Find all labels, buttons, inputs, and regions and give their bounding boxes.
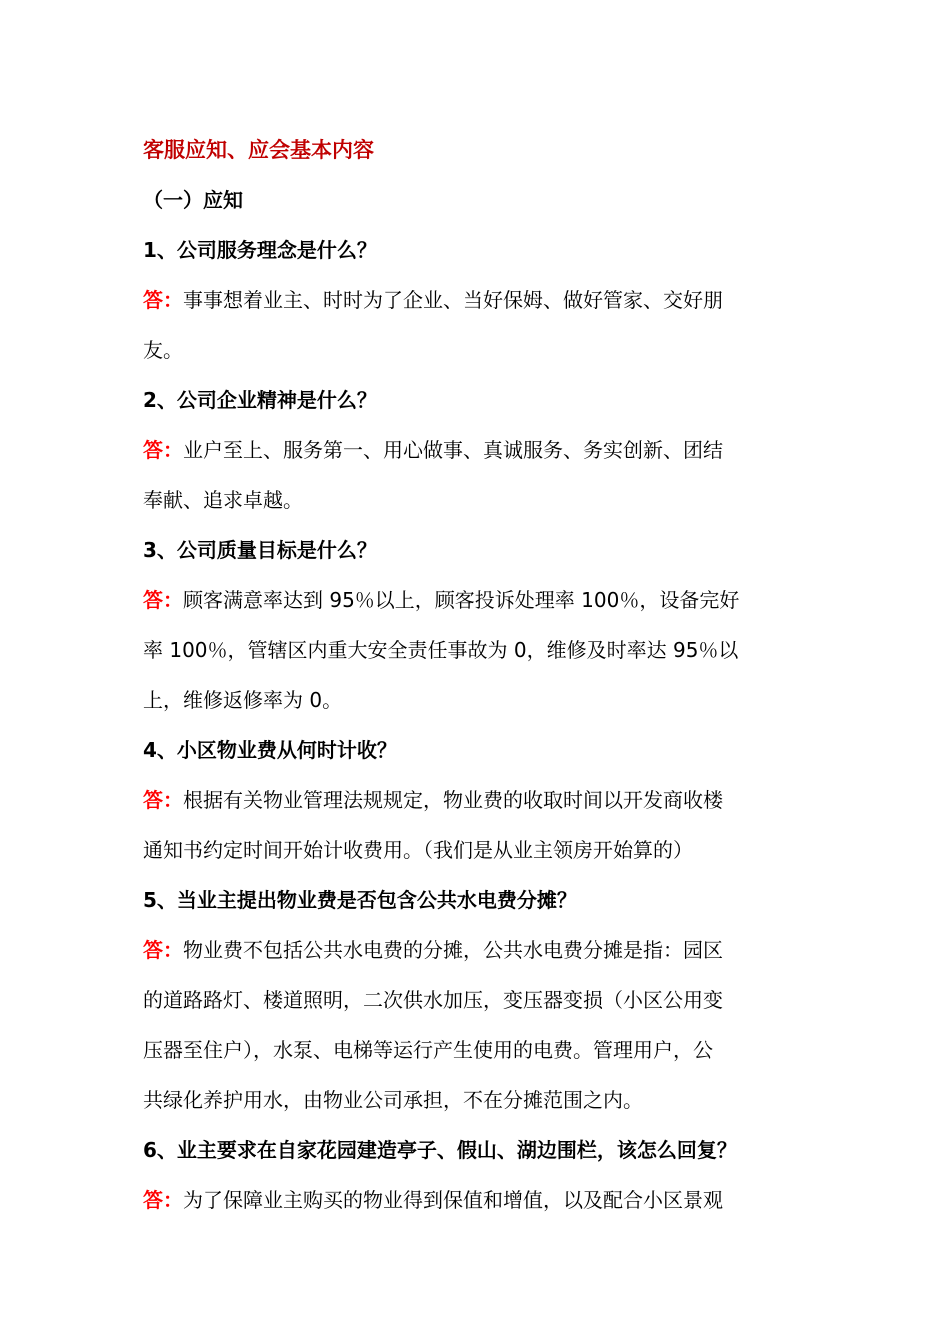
answer-2-line-1: 业户至上、服务第一、用心做事、真诚服务、务实创新、团结 [183, 438, 723, 462]
answer-1-line-1: 事事想着业主、时时为了企业、当好保姆、做好管家、交好朋 [183, 288, 723, 312]
answer-label: 答： [143, 288, 183, 312]
qa-item-5 [143, 875, 811, 1125]
answer-5-line-2: 的道路路灯、楼道照明，二次供水加压，变压器变损（小区公用变 [143, 988, 723, 1012]
question-1: 1、公司服务理念是什么？ [143, 238, 377, 262]
document-title: 客服应知、应会基本内容 [143, 138, 374, 162]
answer-3-line-1: 顾客满意率达到 95％以上，顾客投诉处理率 100％，设备完好 [183, 588, 740, 612]
answer-3-line-3: 上，维修返修率为 0。 [143, 688, 343, 712]
answer-label: 答： [143, 1188, 183, 1212]
question-5: 5、当业主提出物业费是否包含公共水电费分摊？ [143, 888, 577, 912]
question-6: 6、业主要求在自家花园建造亭子、假山、湖边围栏，该怎么回复？ [143, 1138, 737, 1162]
answer-4-line-2: 通知书约定时间开始计收费用。（我们是从业主领房开始算的） [143, 838, 693, 862]
answer-label: 答： [143, 788, 183, 812]
answer-4-line-1: 根据有关物业管理法规规定，物业费的收取时间以开发商收楼 [183, 788, 723, 812]
answer-5-line-1: 物业费不包括公共水电费的分摊，公共水电费分摊是指：园区 [183, 938, 723, 962]
answer-5-line-3: 压器至住户），水泵、电梯等运行产生使用的电费。管理用户，公 [143, 1038, 713, 1062]
qa-item-1 [143, 225, 811, 375]
answer-6-line-1: 为了保障业主购买的物业得到保值和增值，以及配合小区景观 [183, 1188, 723, 1212]
answer-1-line-2: 友。 [143, 338, 183, 362]
qa-item-4 [143, 725, 811, 875]
qa-item-2 [143, 375, 811, 525]
answer-2-line-2: 奉献、追求卓越。 [143, 488, 303, 512]
answer-4 [143, 775, 811, 875]
answer-3 [143, 575, 811, 725]
answer-label: 答： [143, 938, 183, 962]
qa-item-6 [143, 1125, 811, 1225]
answer-label: 答： [143, 588, 183, 612]
answer-6 [143, 1175, 811, 1225]
answer-label: 答： [143, 438, 183, 462]
section-heading: （一）应知 [143, 188, 243, 212]
answer-1 [143, 275, 811, 375]
question-3: 3、公司质量目标是什么？ [143, 538, 377, 562]
answer-2 [143, 425, 811, 525]
answer-5-line-4: 共绿化养护用水，由物业公司承担，不在分摊范围之内。 [143, 1088, 643, 1112]
answer-5 [143, 925, 811, 1125]
question-2: 2、公司企业精神是什么？ [143, 388, 377, 412]
qa-item-3 [143, 525, 811, 725]
answer-3-line-2: 率 100％，管辖区内重大安全责任事故为 0，维修及时率达 95％以 [143, 638, 739, 662]
question-4: 4、小区物业费从何时计收？ [143, 738, 397, 762]
